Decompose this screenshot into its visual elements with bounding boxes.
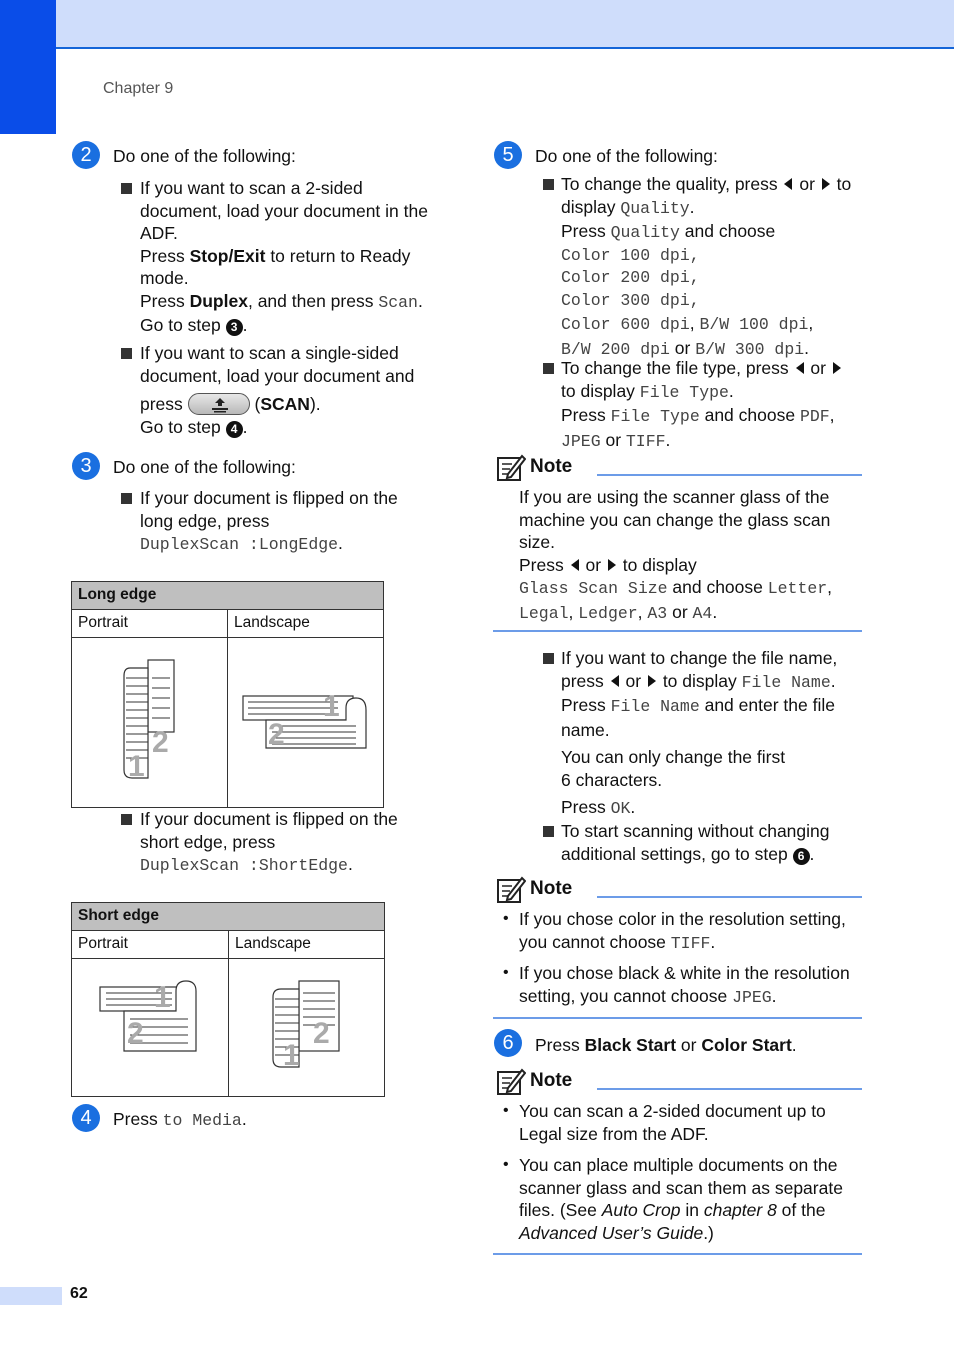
- text-line: [519, 931, 869, 956]
- lcd-text: Color 300 dpi,: [561, 290, 700, 310]
- text: or: [794, 174, 820, 194]
- text-line: [561, 173, 881, 196]
- text: , and then press: [247, 290, 379, 311]
- scan-key-icon: [188, 393, 250, 415]
- text: you cannot choose: [519, 931, 671, 952]
- text-line: document, load your document in the: [140, 200, 428, 221]
- text: ,: [827, 577, 833, 597]
- note-pencil-icon: [496, 1066, 526, 1096]
- bullet-square: [543, 363, 554, 374]
- text-line: 6 characters.: [561, 769, 663, 790]
- text: ,: [689, 313, 700, 333]
- text: to display: [617, 554, 697, 575]
- bullet-item: [140, 808, 450, 878]
- text: .): [703, 1222, 714, 1243]
- lcd-text: OK: [610, 799, 631, 818]
- text-line: To start scanning without changing: [561, 821, 830, 841]
- text-line: If your document is flipped on the: [140, 809, 398, 829]
- text-line: document, load your document and: [140, 365, 415, 386]
- note-divider: [597, 1088, 862, 1090]
- text: .: [242, 416, 248, 437]
- header-band: [0, 0, 954, 49]
- right-arrow-icon: [833, 362, 841, 374]
- text-line: short edge, press: [140, 831, 276, 852]
- long-edge-landscape-diagram: [228, 638, 383, 799]
- short-edge-portrait-diagram: [72, 959, 228, 1088]
- note-end-rule: [493, 1017, 862, 1019]
- note-header: [496, 874, 866, 906]
- short-edge-landscape-diagram: [229, 959, 384, 1088]
- short-edge-table: [71, 902, 385, 1097]
- text: setting, you cannot choose: [519, 985, 733, 1006]
- lcd-text: Quality: [620, 198, 690, 218]
- chapter-label: Chapter 9: [103, 80, 174, 97]
- text-line: [561, 357, 881, 380]
- text-line: mode.: [140, 268, 189, 288]
- list-bullet: •: [503, 910, 509, 927]
- note-end-rule: [493, 1253, 862, 1255]
- text-line: [561, 380, 881, 405]
- text: ,: [637, 601, 648, 622]
- note-divider: [597, 474, 862, 476]
- text: Press: [519, 554, 569, 575]
- text-line: long edge, press: [140, 510, 270, 531]
- text: or: [805, 358, 831, 378]
- text: .: [417, 290, 423, 311]
- lcd-text: Ledger: [578, 603, 638, 623]
- text-line: machine you can change the glass scan: [519, 509, 831, 530]
- text: and enter the file: [699, 695, 835, 715]
- text: Press: [561, 405, 611, 425]
- bullet-square: [543, 826, 554, 837]
- page-label: 1: [323, 690, 340, 723]
- step-number: 5: [494, 141, 522, 169]
- text: .: [804, 337, 810, 358]
- long-edge-portrait-diagram: [72, 638, 227, 799]
- note-item: [519, 1154, 869, 1244]
- portrait-diagram-cell: [72, 959, 229, 1097]
- text-line: [561, 429, 881, 454]
- lcd-text: Color 100 dpi,: [561, 245, 700, 265]
- column-header: Landscape: [229, 931, 385, 959]
- page-label: 2: [127, 1017, 144, 1050]
- text: to display: [657, 670, 742, 691]
- text: To change the file type, press: [561, 358, 794, 378]
- text: Go to step: [140, 416, 226, 437]
- text-line: scanner glass and scan them as separate: [519, 1177, 843, 1198]
- text-line: Legal size from the ADF.: [519, 1123, 709, 1144]
- landscape-diagram-cell: [229, 959, 385, 1097]
- lcd-text: JPEG: [561, 431, 601, 451]
- text-line: [140, 290, 450, 315]
- text: and choose: [699, 405, 800, 425]
- text-line: [140, 245, 450, 268]
- table-title: Long edge: [72, 582, 384, 610]
- lcd-text: JPEG: [732, 987, 772, 1007]
- text-line: [561, 694, 881, 719]
- text-line: [519, 576, 869, 601]
- key-name: SCAN: [260, 394, 310, 414]
- page-label: 2: [313, 1017, 330, 1050]
- text-line: [140, 853, 450, 878]
- page-number-band: [0, 1287, 62, 1305]
- long-edge-table: [71, 581, 384, 808]
- text: or: [620, 670, 646, 691]
- note-body: [519, 486, 869, 625]
- text-line: If you want to change the file name,: [561, 648, 838, 668]
- note-end-rule: [493, 630, 862, 632]
- text: Press: [561, 695, 611, 715]
- text-line: [519, 601, 869, 626]
- text-line: name.: [561, 719, 610, 740]
- text: ,: [829, 405, 835, 425]
- text: .: [728, 380, 734, 401]
- page-label: 2: [268, 718, 285, 751]
- lcd-text: Scan: [378, 292, 418, 312]
- text-line: [140, 532, 450, 557]
- text-line: If you chose color in the resolution setting,: [519, 909, 846, 929]
- page-label: 2: [152, 726, 169, 759]
- step-number: 4: [72, 1104, 100, 1132]
- text-line: If your document is flipped on the: [140, 488, 398, 508]
- lcd-text: TIFF: [670, 933, 711, 953]
- text: or: [580, 554, 606, 575]
- step-text: Do one of the following:: [113, 457, 296, 477]
- text: Press: [561, 221, 611, 241]
- bullet-item: [140, 177, 450, 337]
- lcd-text: Color 600 dpi: [561, 315, 690, 334]
- text: .: [710, 931, 716, 952]
- bullet-square: [543, 179, 554, 190]
- note-item: [519, 962, 869, 1009]
- column-header: Portrait: [72, 931, 229, 959]
- text-line: If you want to scan a 2-sided: [140, 178, 363, 198]
- lcd-text: B/W 100 dpi: [699, 315, 809, 334]
- text-line: [519, 1199, 869, 1222]
- text: Press: [113, 1109, 163, 1129]
- text-line: ADF.: [140, 223, 178, 243]
- text: to return to Ready: [265, 245, 411, 266]
- page-label: 1: [128, 750, 145, 783]
- key-name: Black Start: [584, 1035, 677, 1055]
- lcd-text: B/W 300 dpi: [695, 339, 805, 359]
- text: (: [249, 394, 261, 414]
- text-line: [561, 796, 881, 821]
- lcd-text: Legal: [519, 603, 569, 623]
- text: .: [830, 670, 836, 691]
- text: .: [665, 429, 671, 450]
- page-label: 1: [283, 1039, 300, 1072]
- text-line: [519, 985, 869, 1010]
- step-number: 3: [72, 452, 100, 480]
- text: press: [140, 394, 188, 414]
- note-label: Note: [530, 1070, 573, 1091]
- step-text: [113, 1108, 247, 1133]
- text-line: [561, 843, 881, 866]
- right-arrow-icon: [822, 178, 830, 190]
- text: .: [809, 843, 815, 864]
- text: or: [600, 429, 626, 450]
- column-header: Portrait: [72, 610, 228, 638]
- text: or: [676, 1035, 702, 1055]
- step-text: [535, 1034, 797, 1057]
- reference-text: Advanced User’s Guide: [519, 1222, 704, 1243]
- lcd-text: B/W 200 dpi: [561, 339, 670, 359]
- text: files. (See: [519, 1200, 602, 1220]
- text: Press: [535, 1035, 585, 1055]
- lcd-text: DuplexScan :ShortEdge: [140, 856, 348, 875]
- note-divider: [597, 896, 862, 898]
- text-line: You can only change the first: [561, 747, 786, 767]
- step-text: Do one of the following:: [113, 146, 296, 166]
- page-label: 1: [154, 981, 171, 1014]
- lcd-text: DuplexScan :LongEdge: [140, 535, 339, 554]
- right-arrow-icon: [608, 559, 616, 571]
- text: additional settings, go to step: [561, 843, 793, 864]
- text: Press: [140, 290, 190, 311]
- text-line: [561, 312, 881, 337]
- text: and choose: [667, 577, 768, 597]
- text: display: [561, 196, 621, 217]
- text: .: [347, 854, 353, 874]
- text: .: [630, 797, 636, 817]
- left-arrow-icon: [571, 559, 579, 571]
- chapter-tab: [0, 0, 56, 134]
- text: .: [689, 196, 695, 217]
- lcd-text: File Name: [610, 697, 700, 716]
- lcd-text: File Name: [741, 672, 831, 692]
- page-number: 62: [70, 1285, 88, 1302]
- text-line: [561, 670, 881, 695]
- text-line: If you chose black & white in the resolution: [519, 963, 850, 983]
- text: to display: [561, 380, 640, 401]
- text-line: If you are using the scanner glass of the: [519, 487, 830, 507]
- left-arrow-icon: [784, 178, 792, 190]
- right-arrow-icon: [648, 675, 656, 687]
- note-item: [519, 1100, 869, 1145]
- note-pencil-icon: [496, 874, 526, 904]
- lcd-text: File Type: [639, 382, 729, 402]
- bullet-square: [121, 493, 132, 504]
- left-arrow-icon: [796, 362, 804, 374]
- lcd-text: PDF: [799, 407, 830, 426]
- text-line: [561, 196, 881, 221]
- bullet-item: [140, 342, 450, 438]
- text: .: [771, 985, 777, 1006]
- text-line: size.: [519, 532, 555, 552]
- bullet-square: [121, 348, 132, 359]
- text-line: [561, 404, 881, 429]
- bullet-square: [543, 653, 554, 664]
- text: .: [712, 601, 718, 622]
- text: ,: [808, 313, 814, 333]
- text: to: [831, 174, 852, 194]
- list-bullet: •: [503, 964, 509, 981]
- text: .: [242, 315, 248, 335]
- text-line: You can scan a 2-sided document up to: [519, 1101, 826, 1121]
- step-ref: 3: [226, 319, 243, 336]
- key-name: Color Start: [701, 1035, 792, 1055]
- text: .: [338, 533, 343, 553]
- table-title: Short edge: [72, 903, 385, 931]
- bullet-item: [140, 487, 450, 557]
- key-name: Stop/Exit: [189, 245, 266, 266]
- lcd-text: File Type: [610, 407, 700, 426]
- list-bullet: •: [503, 1102, 509, 1119]
- lcd-text: Letter: [767, 579, 828, 598]
- text-line: [519, 1222, 869, 1245]
- note-label: Note: [530, 878, 573, 899]
- text: or: [667, 601, 693, 622]
- bullet-item: [561, 357, 881, 453]
- text-line: [140, 416, 450, 439]
- text: ,: [568, 601, 579, 622]
- text-line: [140, 314, 450, 337]
- note-pencil-icon: [496, 452, 526, 482]
- text-line: If you want to scan a single-sided: [140, 343, 399, 363]
- text-line: [140, 393, 450, 416]
- text: To change the quality, press: [561, 174, 783, 194]
- text: Press: [561, 797, 611, 817]
- note-header: [496, 452, 866, 484]
- reference-text: chapter 8: [703, 1200, 777, 1220]
- note-label: Note: [530, 456, 573, 477]
- bullet-square: [121, 814, 132, 825]
- lcd-text: Glass Scan Size: [519, 579, 668, 598]
- list-bullet: •: [503, 1156, 509, 1173]
- text: .: [241, 1109, 247, 1129]
- step-ref: 6: [793, 848, 810, 865]
- text: Go to step: [140, 315, 226, 335]
- lcd-text: A4: [692, 603, 713, 623]
- lcd-text: Quality: [610, 223, 680, 242]
- text-line: [519, 554, 869, 577]
- text: Press: [140, 245, 190, 266]
- key-name: Duplex: [189, 290, 248, 311]
- step-ref: 4: [226, 421, 243, 438]
- lcd-text: to Media: [162, 1111, 242, 1130]
- bullet-square: [121, 183, 132, 194]
- text: .: [791, 1035, 797, 1055]
- lcd-text: TIFF: [625, 431, 666, 451]
- reference-text: Auto Crop: [601, 1200, 681, 1220]
- lcd-text: Color 200 dpi,: [561, 268, 700, 287]
- text: ).: [309, 394, 321, 414]
- note-header: [496, 1066, 866, 1098]
- text: in: [680, 1200, 704, 1220]
- column-header: Landscape: [228, 610, 384, 638]
- note-item: [519, 908, 869, 955]
- text: and choose: [679, 221, 776, 241]
- portrait-diagram-cell: [72, 638, 228, 808]
- text-line: You can place multiple documents on the: [519, 1155, 838, 1175]
- step-text: Do one of the following:: [535, 146, 718, 166]
- step-number: 6: [494, 1029, 522, 1057]
- text: press: [561, 670, 609, 691]
- lcd-text: A3: [647, 603, 668, 623]
- text-line: [561, 220, 881, 245]
- bullet-item: [561, 173, 881, 361]
- left-arrow-icon: [611, 675, 619, 687]
- bullet-item: [561, 820, 881, 865]
- landscape-diagram-cell: [228, 638, 384, 808]
- step-number: 2: [72, 141, 100, 169]
- text: of the: [776, 1200, 826, 1220]
- text: or: [669, 337, 696, 358]
- bullet-item: [561, 647, 881, 821]
